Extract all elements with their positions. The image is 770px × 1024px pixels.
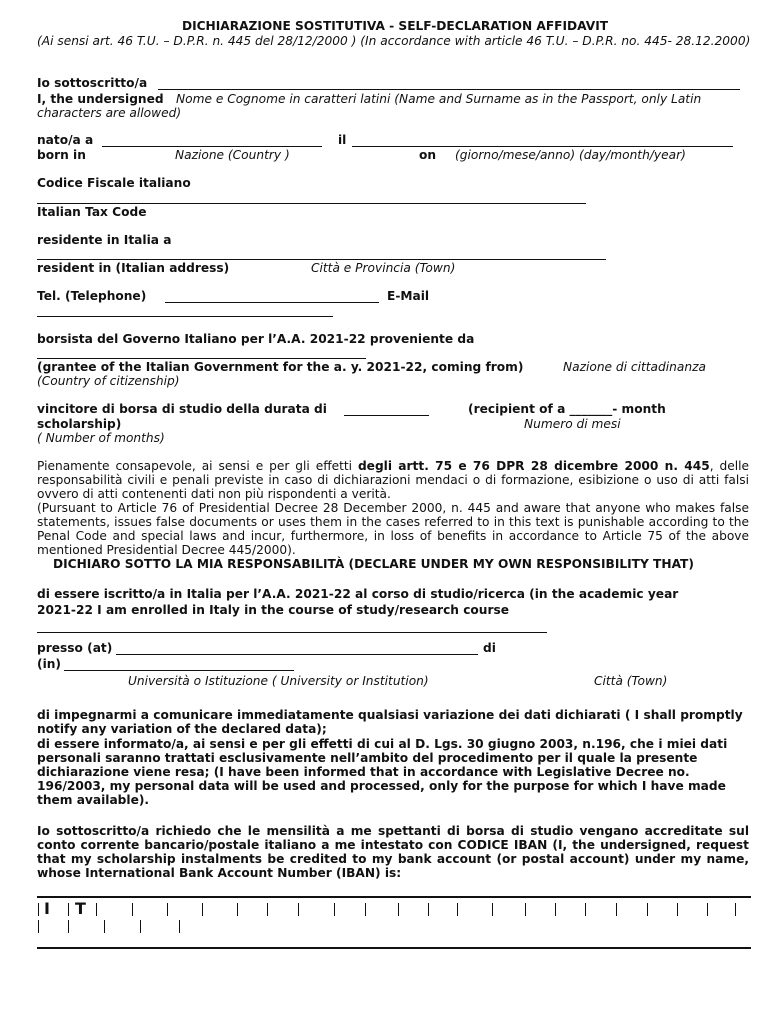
birthdate-it-label: il — [338, 133, 347, 147]
course-field[interactable] — [37, 632, 547, 633]
iban-separator — [707, 903, 708, 916]
scholarship-months-hint-it: Numero di mesi — [524, 417, 621, 431]
birthplace-en-label: born in — [37, 148, 86, 162]
iban-country-char-2: T — [75, 899, 86, 918]
iban-separator — [38, 920, 39, 933]
iban-separator — [647, 903, 648, 916]
document-subtitle: (Ai sensi art. 46 T.U. – D.P.R. n. 445 del 28/12/2000 ) (In accordance with article 46 T.U. – D.P.R. no. 445- 28.12.2000) — [37, 34, 751, 48]
iban-separator — [237, 903, 238, 916]
enrollment-line-2: 2021-22 I am enrolled in Italy in the course of study/research course — [37, 603, 510, 617]
scholarship-it-label: vincitore di borsa di studio della durata di — [37, 402, 327, 416]
iban-separator — [202, 903, 203, 916]
undersigned-en-label: I, the undersigned — [37, 92, 164, 106]
iban-separator — [398, 903, 399, 916]
privacy-commitment: di essere informato/a, ai sensi e per gli effetti di cui al D. Lgs. 30 giugno 2003, n.196, che i miei dati personali saranno trattati esclusivamente nell’ambito del procedimento per il quale la presente dichiarazione viene resa; (I have been informed that in accordance with Legislative Decree no. 196/2003, my personal data will be used and processed, only for the purpose for which I have made them available). — [37, 737, 728, 807]
scholarship-months-hint-en: ( Number of months) — [37, 431, 165, 445]
tax-code-it-label: Codice Fiscale italiano — [37, 176, 191, 190]
iban-separator — [104, 920, 105, 933]
iban-separator — [492, 903, 493, 916]
residence-field[interactable] — [37, 259, 606, 260]
iban-separator — [428, 903, 429, 916]
email-label: E-Mail — [387, 289, 430, 303]
iban-separator — [334, 903, 335, 916]
presso-label: presso (at) — [37, 641, 113, 655]
iban-separator — [267, 903, 268, 916]
iban-separator — [38, 903, 39, 916]
undersigned-it-label: Io sottoscritto/a — [37, 76, 148, 90]
email-field[interactable] — [37, 316, 333, 317]
birthplace-it-label: nato/a a — [37, 133, 94, 147]
enrollment-line-1: di essere iscritto/a in Italia per l’A.A. 2021-22 al corso di studio/ricerca (in the academic year — [37, 587, 679, 601]
iban-separator — [616, 903, 617, 916]
iban-separator — [96, 903, 97, 916]
iban-separator — [677, 903, 678, 916]
iban-separator — [735, 903, 736, 916]
telephone-field[interactable] — [165, 302, 379, 303]
grantee-it-label: borsista del Governo Italiano per l’A.A. 2021-22 proveniente da — [37, 332, 475, 346]
iban-top-rule — [37, 896, 751, 898]
town-hint: Città (Town) — [594, 674, 668, 688]
iban-separator — [555, 903, 556, 916]
iban-separator — [179, 920, 180, 933]
tax-code-en-label: Italian Tax Code — [37, 205, 147, 219]
awareness-en-paragraph: (Pursuant to Article 76 of Presidential Decree 28 December 2000, n. 445 and aware that anyone who makes false statements, issues false documents or uses them in the cases referred to in this text is punishable according to the Penal Code and special laws and incur, furthermore, in loss of benefits in accordance to Article 75 of the above mentioned Presidential Decree 445/2000). — [37, 501, 749, 557]
iban-separator — [68, 903, 69, 916]
undersigned-field[interactable] — [158, 89, 740, 90]
iban-separator — [68, 920, 69, 933]
grantee-field[interactable] — [37, 358, 366, 359]
scholarship-en-label: (recipient of a _______- month — [468, 402, 666, 416]
iban-separator — [365, 903, 366, 916]
grantee-en-label: (grantee of the Italian Government for the a. y. 2021-22, coming from) — [37, 360, 524, 374]
iban-separator — [167, 903, 168, 916]
document-title: DICHIARAZIONE SOSTITUTIVA - SELF-DECLARATION AFFIDAVIT — [181, 19, 609, 33]
iban-separator — [140, 920, 141, 933]
birthdate-hint: (giorno/mese/anno) (day/month/year) — [455, 148, 686, 162]
university-hint: Università o Istituzione ( University or Institution) — [128, 674, 429, 688]
awareness-it-paragraph: Pienamente consapevole, ai sensi e per gli effetti degli artt. 75 e 76 DPR 28 dicembre 2000 n. 445, delle responsabilità civili e penali previste in caso di dichiarazioni mendaci o di formazione, esibizione o uso di atti falsi ovvero di atti contenenti dati non più rispondenti a verità. — [37, 459, 749, 501]
residence-it-label: residente in Italia a — [37, 233, 172, 247]
iban-bottom-rule — [37, 947, 751, 949]
scholarship-months-field[interactable] — [344, 415, 429, 416]
telephone-label: Tel. (Telephone) — [37, 289, 147, 303]
birthdate-field[interactable] — [352, 146, 733, 147]
scholarship-en-label-cont: scholarship) — [37, 417, 122, 431]
birthplace-field[interactable] — [102, 146, 322, 147]
in-label: (in) — [37, 657, 61, 671]
declare-heading: DICHIARO SOTTO LA MIA RESPONSABILITÀ (DECLARE UNDER MY OWN RESPONSIBILITY THAT) — [53, 557, 694, 571]
iban-request-paragraph: Io sottoscritto/a richiedo che le mensilità a me spettanti di borsa di studio vengano accreditate sul conto corrente bancario/postale italiano a me intestato con CODICE IBAN (I, the undersigned, request that my scholarship instalments be credited to my bank account (or postal account) under my name, whose International Bank Account Number (IBAN) is: — [37, 824, 749, 880]
iban-separator — [585, 903, 586, 916]
di-label: di — [483, 641, 496, 655]
residence-hint: Città e Provincia (Town) — [311, 261, 456, 275]
grantee-hint: Nazione di cittadinanza (Country of citizenship) — [37, 360, 706, 388]
iban-separator — [298, 903, 299, 916]
tax-code-field[interactable] — [37, 203, 586, 204]
institution-field[interactable] — [116, 654, 478, 655]
iban-separator — [132, 903, 133, 916]
iban-separator — [525, 903, 526, 916]
iban-country-char-1: I — [44, 899, 50, 918]
birthdate-en-label: on — [419, 148, 437, 162]
undersigned-hint: Nome e Cognome in caratteri latini (Name and Surname as in the Passport, only Latin characters are allowed) — [37, 92, 702, 120]
notify-commitment: di impegnarmi a comunicare immediatamente qualsiasi variazione dei dati dichiarati ( I shall promptly notify any variation of the declared data); — [37, 708, 743, 736]
town-field[interactable] — [64, 670, 294, 671]
iban-separator — [457, 903, 458, 916]
birthplace-hint: Nazione (Country ) — [175, 148, 290, 162]
residence-en-label: resident in (Italian address) — [37, 261, 230, 275]
